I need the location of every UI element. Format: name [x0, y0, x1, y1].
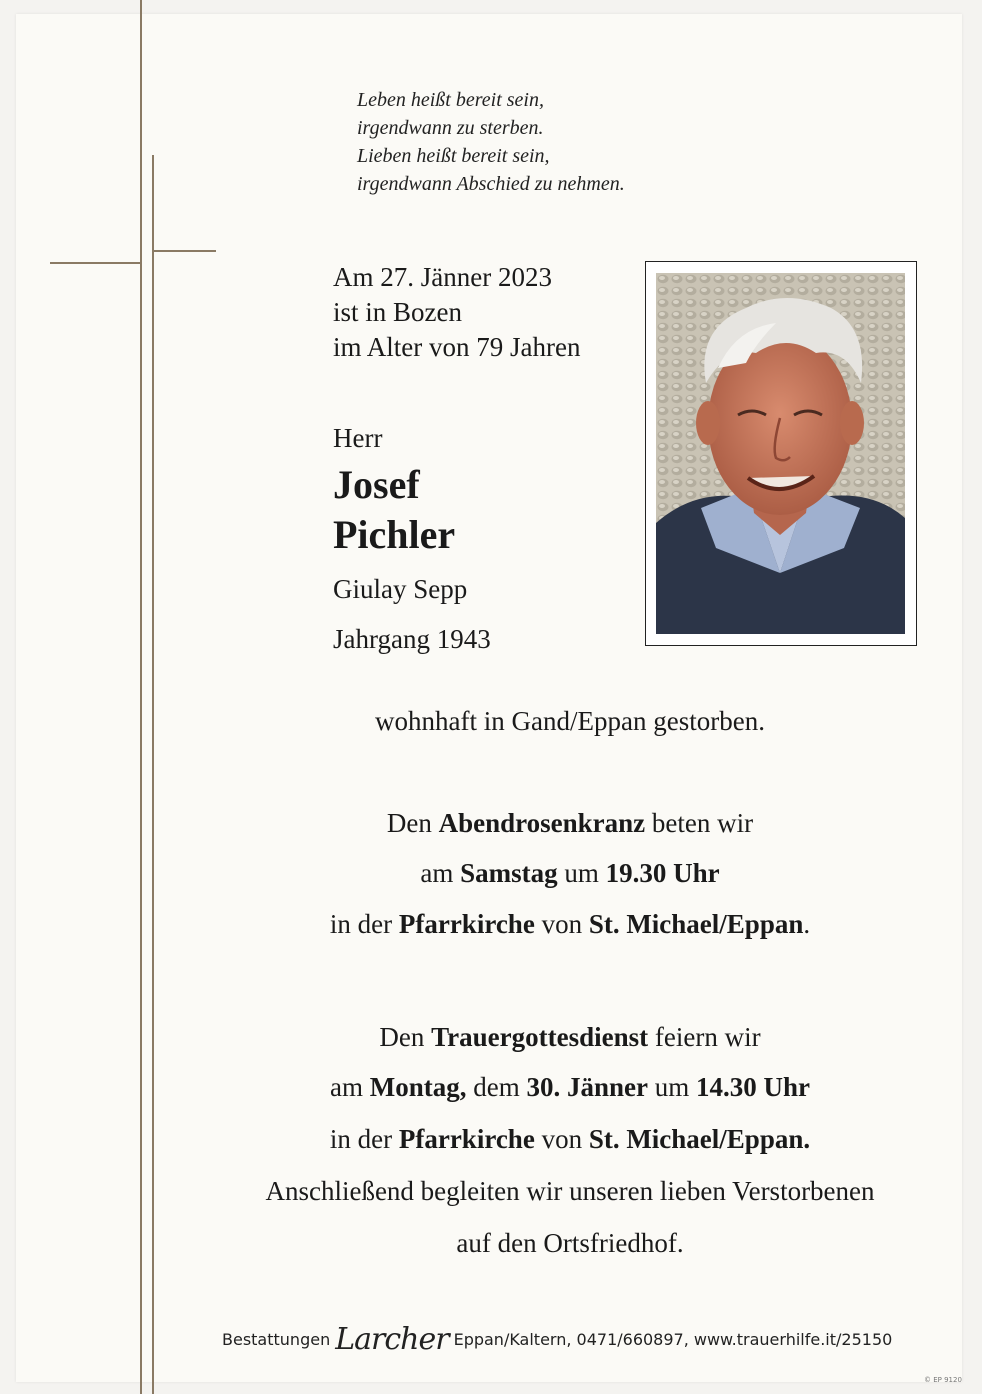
intro-line: ist in Bozen	[333, 297, 462, 327]
service-label: Trauergottesdienst	[431, 1022, 649, 1052]
church-label: Pfarrkirche	[398, 909, 535, 939]
text-part: in der	[329, 1124, 399, 1154]
residence-line: wohnhaft in Gand/Eppan gestorben.	[375, 706, 765, 736]
service-line-4: Anschließend begleiten wir unseren lieben Verstorbenen	[265, 1176, 875, 1206]
text-part: um	[557, 858, 606, 888]
undertaker-footer	[222, 1322, 892, 1357]
portrait-photo	[656, 273, 905, 634]
text-part: von	[534, 909, 589, 939]
poem-line: irgendwann zu sterben.	[357, 117, 544, 139]
print-code: © EP 9120	[924, 1376, 962, 1384]
birth-year: Jahrgang 1943	[333, 624, 491, 654]
intro-line: Am 27. Jänner 2023	[333, 262, 552, 292]
poem-line: Leben heißt bereit sein,	[357, 89, 544, 111]
deceased-name	[333, 460, 455, 560]
rosary-label: Abendrosenkranz	[438, 808, 646, 838]
text-part: .	[803, 909, 811, 939]
service-line-1	[230, 1022, 910, 1053]
intro-line: im Alter von 79 Jahren	[333, 332, 581, 362]
rosary-line-2	[230, 858, 910, 889]
service-line-5: auf den Ortsfriedhof.	[456, 1228, 684, 1258]
text-part: dem	[466, 1072, 527, 1102]
cross-vertical-left	[140, 0, 142, 1394]
service-line-2	[230, 1072, 910, 1103]
last-name: Pichler	[333, 512, 456, 557]
portrait-illustration	[656, 273, 905, 634]
text-part: am	[420, 858, 461, 888]
service-time: 14.30 Uhr	[696, 1072, 810, 1102]
text-part: in der	[329, 909, 399, 939]
poem-line: irgendwann Abschied zu nehmen.	[357, 173, 625, 195]
cross-vertical-right	[152, 155, 154, 1394]
service-line-3	[230, 1124, 910, 1155]
text-part: am	[329, 1072, 370, 1102]
portrait-frame	[645, 261, 917, 646]
undertaker-logo: Larcher	[335, 1322, 449, 1357]
church-location: St. Michael/Eppan	[588, 909, 804, 939]
service-day: Montag,	[369, 1072, 467, 1102]
rosary-time: 19.30 Uhr	[605, 858, 720, 888]
footer-prefix: Bestattungen	[222, 1330, 331, 1349]
text-part: von	[534, 1124, 589, 1154]
poem-line: Lieben heißt bereit sein,	[357, 145, 550, 167]
salutation: Herr	[333, 423, 383, 453]
text-part: Den	[386, 808, 439, 838]
footer-contact: Eppan/Kaltern, 0471/660897, www.trauerhilfe.it/25150	[453, 1330, 893, 1349]
rosary-day: Samstag	[460, 858, 558, 888]
cross-horizontal-left	[50, 262, 140, 264]
rosary-line-1	[230, 808, 910, 839]
first-name: Josef	[333, 462, 420, 507]
text-part: Den	[379, 1022, 432, 1052]
church-label: Pfarrkirche	[398, 1124, 535, 1154]
text-part: feiern wir	[648, 1022, 761, 1052]
text-part: um	[647, 1072, 696, 1102]
text-part: beten wir	[645, 808, 754, 838]
rosary-line-3	[230, 909, 910, 940]
nickname: Giulay Sepp	[333, 574, 468, 604]
cross-horizontal-right	[152, 250, 216, 252]
poem	[357, 86, 625, 198]
death-notice-intro	[333, 260, 580, 365]
church-location: St. Michael/Eppan.	[588, 1124, 811, 1154]
service-date: 30. Jänner	[526, 1072, 648, 1102]
